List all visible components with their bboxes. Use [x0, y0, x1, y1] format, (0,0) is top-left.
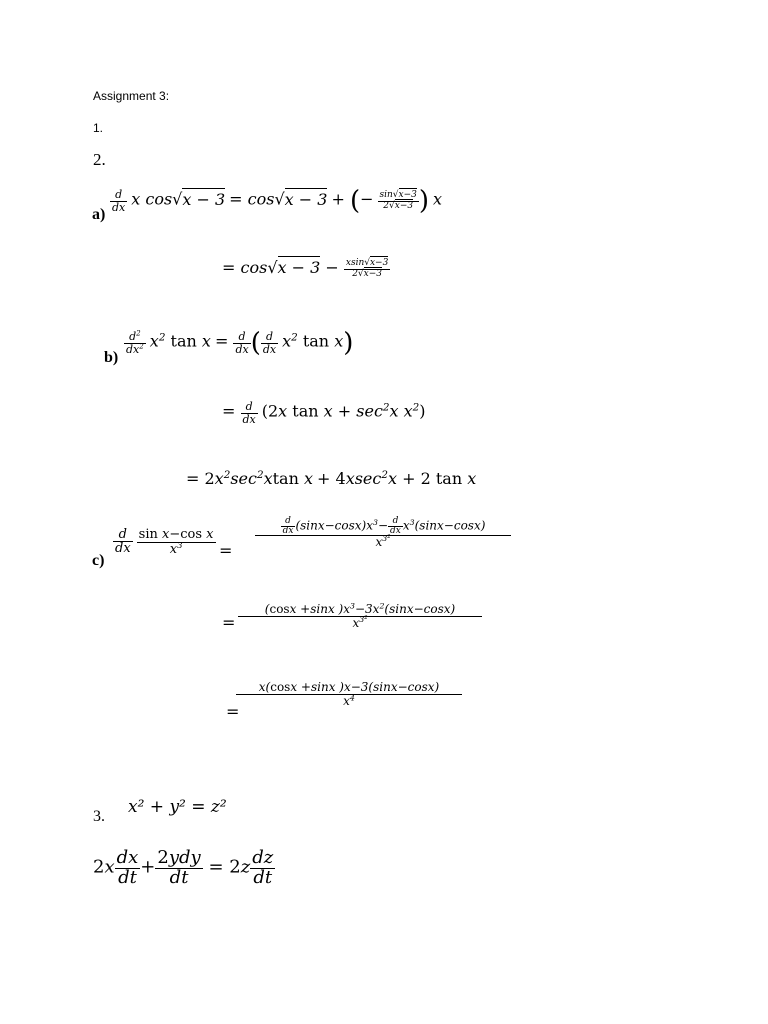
equation-c-rhs-line3: $\frac{x(\cos x +\sin x )x-3(\sin x-\cos x)}{x^4}$: [236, 681, 462, 707]
equation-c-rhs-line1: $\frac{d}{dx}$ $(\sin x-\cos x)x^3-$ $\frac{d}{dx}$ $x^3(\sin x-\cos x)$ $x^{3^2}$: [255, 517, 511, 549]
equals-c-line3: =: [226, 702, 240, 721]
equation-3-line2: 2x $\frac{dx}{dt}$ + $\frac{\text{2ydy}}{dt}$ = 2z $\frac{dz}{dt}$: [93, 847, 274, 888]
equals-c-line2: =: [222, 613, 236, 632]
part-label-c: c): [92, 552, 105, 569]
equation-c-lhs: $\frac{d}{dx}$ $\frac{\text{sin x−cos x}}{x^3}$: [115, 526, 214, 557]
equation-c-rhs-line2: $\frac{(\cos x +\sin x )x^3-3x^2(\sin x-\cos x)}{x^{3^2}}$: [238, 603, 482, 629]
part-label-a: a): [92, 206, 106, 223]
equation-b-line1: $\frac{d^2}{dx^2}$ $x^2$ tan x = $\frac{d}{dx}$ ( $\frac{d}{dx}$ $x^2$ tan x): [126, 328, 354, 358]
item-number-2: 2.: [93, 150, 106, 169]
equation-b-line3: = $2x^2\sec^2xtan$ x + 4xsec$^2$x + 2 tan x: [186, 468, 477, 488]
equation-b-line2: = $\frac{d}{dx}$ (2x $\tan x + \sec^2x$ $x^2$): [222, 400, 426, 426]
part-label-b: b): [104, 349, 119, 366]
equation-3-line1: x² + y² = z²: [128, 797, 227, 817]
assignment-title: Assignment 3:: [93, 89, 170, 103]
equation-a-line1: $\frac{d}{dx}$ x cos√x − 3 = cos√x − 3 + (− $\frac{\sin√x-3}{2√x-3}$ ) x: [112, 186, 443, 216]
item-number-3: 3.: [93, 808, 105, 825]
equation-a-line2: = cos√x − 3 − $\frac{xsin√x-3}{2√x-3}$: [222, 258, 389, 279]
equals-c-line1: =: [219, 541, 233, 560]
item-number-1: 1.: [93, 121, 104, 135]
